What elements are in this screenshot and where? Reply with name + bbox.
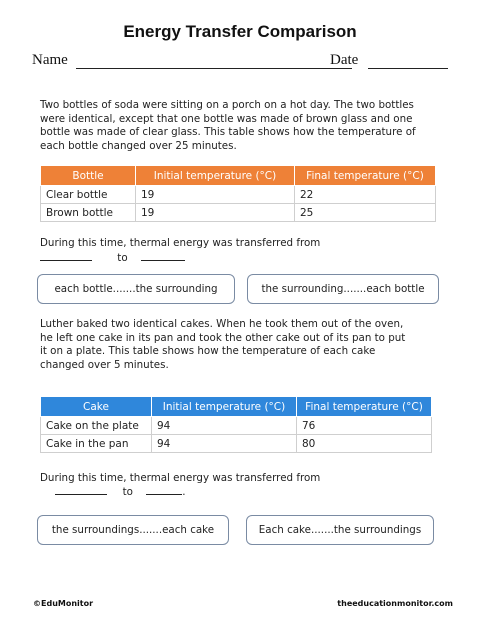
passage-line: it on a plate. This table shows how the temperature of each cake: [40, 345, 376, 357]
table-cell: 94: [152, 417, 297, 435]
column-header-bottle: Bottle: [41, 166, 136, 186]
passage-line: Two bottles of soda were sitting on a porch on a hot day. The two bottles: [40, 99, 414, 111]
table-cell: Cake in the pan: [41, 435, 152, 453]
answer-option-button[interactable]: the surrounding.......each bottle: [247, 274, 439, 304]
column-header-initial: Initial temperature (°C): [152, 397, 297, 417]
table-cell: Cake on the plate: [41, 417, 152, 435]
passage-line: he left one cake in its pan and took the other cake out of its pan to put: [40, 331, 406, 344]
blank-from[interactable]: [40, 250, 92, 261]
end-punctuation: .: [182, 486, 186, 498]
footer-copyright: ©EduMonitor: [33, 599, 94, 608]
table-cell: 25: [295, 204, 436, 222]
blank-to[interactable]: [141, 250, 185, 261]
name-field-line[interactable]: [76, 68, 352, 69]
answer-option-button[interactable]: each bottle.......the surrounding: [37, 274, 235, 304]
answer-blanks: [40, 484, 185, 498]
cake-temperature-table: [40, 396, 432, 453]
answer-blanks: [40, 250, 185, 264]
passage-line: each bottle changed over 25 minutes.: [40, 139, 237, 152]
passage-cakes: [40, 318, 440, 372]
table-cell: Brown bottle: [41, 204, 136, 222]
table-row: [41, 186, 436, 204]
table-header-row: [41, 166, 436, 186]
table-row: [41, 417, 432, 435]
column-header-cake: Cake: [41, 397, 152, 417]
table-cell: Clear bottle: [41, 186, 136, 204]
table-cell: 76: [297, 417, 432, 435]
table-cell: 19: [136, 186, 295, 204]
date-field-line[interactable]: [368, 68, 448, 69]
table-header-row: [41, 397, 432, 417]
table-row: [41, 204, 436, 222]
to-word: to: [122, 486, 133, 498]
blank-from[interactable]: [55, 484, 107, 495]
passage-line: were identical, except that one bottle was made of brown glass and one: [40, 112, 413, 125]
blank-to[interactable]: [146, 484, 182, 495]
question-text: During this time, thermal energy was transferred from: [40, 472, 321, 484]
footer-website: theeducationmonitor.com: [337, 599, 453, 608]
table-cell: 19: [136, 204, 295, 222]
date-label: Date: [330, 52, 359, 68]
page-title: Energy Transfer Comparison: [123, 22, 357, 41]
passage-line: Luther baked two identical cakes. When he took them out of the oven,: [40, 318, 404, 330]
table-cell: 80: [297, 435, 432, 453]
table-row: [41, 435, 432, 453]
passage-line: bottle was made of clear glass. This table shows how the temperature of: [40, 126, 416, 138]
question-text: During this time, thermal energy was transferred from: [40, 237, 321, 249]
answer-option-button[interactable]: the surroundings.......each cake: [37, 515, 229, 545]
column-header-final: Final temperature (°C): [295, 166, 436, 186]
passage-line: changed over 5 minutes.: [40, 358, 169, 371]
answer-option-button[interactable]: Each cake.......the surroundings: [246, 515, 434, 545]
bottle-temperature-table: [40, 165, 436, 222]
passage-soda-bottles: [40, 99, 440, 153]
to-word: to: [117, 252, 128, 264]
name-date-row: [28, 50, 452, 72]
name-label: Name: [32, 52, 68, 68]
column-header-initial: Initial temperature (°C): [136, 166, 295, 186]
table-cell: 22: [295, 186, 436, 204]
table-cell: 94: [152, 435, 297, 453]
column-header-final: Final temperature (°C): [297, 397, 432, 417]
